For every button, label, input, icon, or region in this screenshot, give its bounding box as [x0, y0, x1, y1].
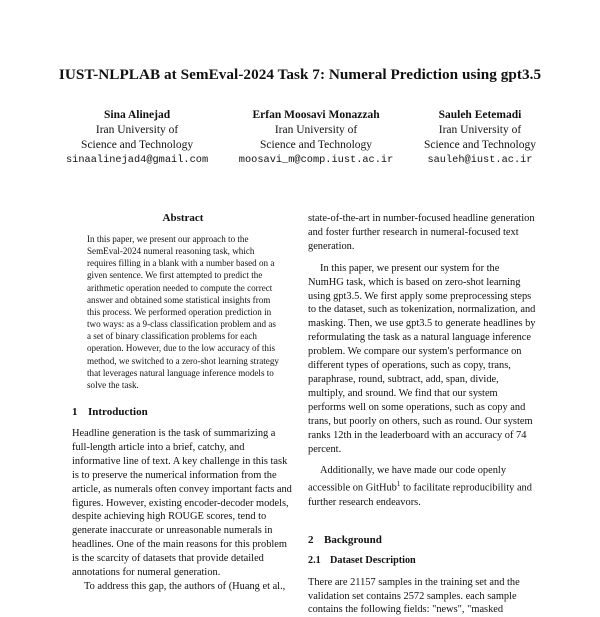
footnote-marker: 1	[396, 480, 401, 489]
dataset-paragraph: There are 21157 samples in the training set and the validation set contains 2572 samples. each sample contains the following fields: "news", "masked	[308, 576, 520, 616]
github-text-a: Additionally, we have made our code openly accessible on GitHub	[308, 465, 507, 494]
section-title: Background	[324, 533, 382, 546]
author-1	[66, 108, 208, 168]
author-email: sinaalinejad4@gmail.com	[66, 154, 209, 166]
author-block	[66, 108, 536, 168]
github-text-b: to facilitate reproducibility and further research endeavors.	[308, 482, 532, 508]
intro-github-paragraph	[308, 464, 536, 509]
author-affiliation-line1: Iran University of	[95, 124, 179, 136]
abstract-text: In this paper, we present our approach to the SemEval-2024 numeral reasoning task, which requires filling in a blank with a number based on a given sentence. We first attempted to predict the arithmetic operation needed to compute the correct answer and obtained some statistical insights from this process. We performed operation prediction in two ways: as a 9-class classification problem and as a set of binary classification problems for each operation. However, due to the low accuracy of this method, we switched to a zero-shot learning strategy that leverages natural language inference models to solve the task.	[87, 234, 279, 390]
section-heading-introduction	[72, 406, 294, 418]
author-affiliation-line2: Science and Technology	[423, 139, 536, 151]
section-heading-background	[308, 534, 536, 546]
section-number: 1	[72, 406, 78, 419]
author-affiliation-line1: Iran University of	[438, 124, 522, 136]
subsection-heading-dataset	[308, 555, 536, 566]
author-3	[424, 108, 536, 168]
section-title: Introduction	[88, 406, 148, 419]
subsection-number: 2.1	[308, 554, 321, 566]
author-affiliation-line2: Science and Technology	[260, 139, 373, 151]
abstract-heading: Abstract	[162, 212, 204, 224]
author-name: Erfan Moosavi Monazzah	[252, 109, 380, 121]
author-affiliation-line2: Science and Technology	[81, 139, 194, 151]
intro-paragraph-2: To address this gap, the authors of (Huang et al.,	[84, 581, 286, 592]
right-column	[308, 212, 536, 617]
intro-continued-paragraph: state-of-the-art in number-focused headline generation and foster further research in numeral-focused text generation.	[308, 213, 535, 252]
author-email: moosavi_m@comp.iust.ac.ir	[238, 154, 394, 166]
author-affiliation-line1: Iran University of	[274, 124, 358, 136]
intro-paragraph-1: Headline generation is the task of summarizing a full-length article into a brief, catchy, and informative line of text. A key challenge in this task is to preserve the numerical information from the article, as numerals often convey important facts and figures. However, existing encoder-decoder models, despite achieving high ROUGE scores, tend to generate inaccurate or unreasonable numerals in headlines. One of the main reasons for this problem is the scarcity of datasets that provide detailed annotations for numeral generation.	[72, 428, 292, 579]
author-name: Sauleh Eetemadi	[438, 109, 522, 121]
section-number: 2	[308, 533, 314, 546]
subsection-title: Dataset Description	[330, 554, 416, 566]
paper-title: IUST-NLPLAB at SemEval-2024 Task 7: Numeral Prediction using gpt3.5	[58, 66, 542, 83]
intro-system-paragraph: In this paper, we present our system for the NumHG task, which is based on zero-shot learning using gpt3.5. We first apply some preprocessing steps to the dataset, such as tokenization, normalization, and masking. Then, we use gpt3.5 to generate headlines by reformulating the task as a natural language inference problem. We compare our system's performance on different types of operations, such as copy, trans, paraphrase, round, subtract, add, span, divide, multiply, and sround. We find that our system performs well on some operations, such as copy and trans, but poorly on others, such as round. Our system ranks 12th in the leaderboard with an accuracy of 74 percent.	[308, 262, 536, 455]
author-2	[239, 108, 393, 168]
author-email: sauleh@iust.ac.ir	[427, 154, 533, 166]
author-name: Sina Alinejad	[103, 109, 171, 121]
left-column	[72, 212, 294, 594]
